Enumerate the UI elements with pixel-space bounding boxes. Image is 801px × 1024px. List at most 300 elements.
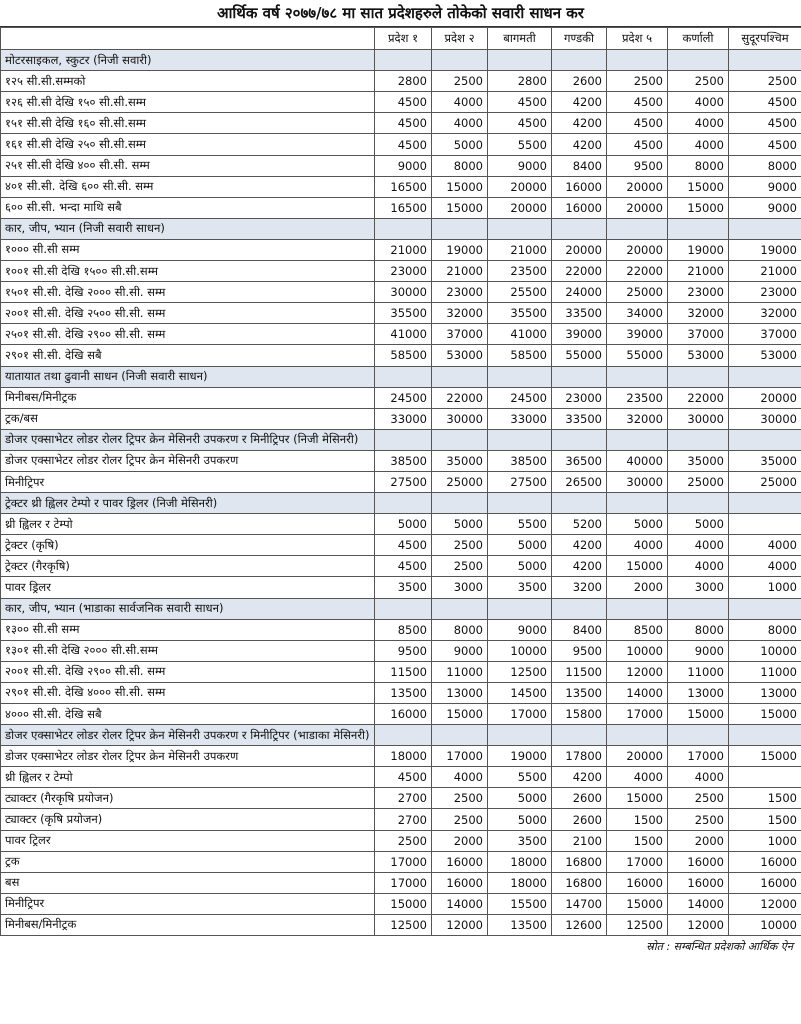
tax-value-cell: 11500 bbox=[552, 661, 607, 682]
tax-value-cell: 3500 bbox=[488, 830, 552, 851]
section-empty-cell bbox=[607, 493, 668, 514]
tax-value-cell: 12000 bbox=[729, 893, 801, 914]
row-label: ट्रक bbox=[1, 851, 375, 872]
tax-value-cell: 15000 bbox=[729, 746, 801, 767]
section-header-row bbox=[1, 598, 801, 619]
tax-value-cell: 25000 bbox=[668, 471, 729, 492]
tax-value-cell: 27500 bbox=[375, 471, 432, 492]
table-row bbox=[1, 809, 801, 830]
tax-value-cell: 9000 bbox=[488, 155, 552, 176]
tax-value-cell: 2500 bbox=[607, 71, 668, 92]
tax-value-cell: 15000 bbox=[607, 556, 668, 577]
tax-value-cell: 20000 bbox=[552, 239, 607, 260]
tax-value-cell: 23000 bbox=[729, 282, 801, 303]
section-empty-cell bbox=[552, 429, 607, 450]
tax-value-cell: 2000 bbox=[668, 830, 729, 851]
tax-value-cell: 35500 bbox=[375, 303, 432, 324]
tax-value-cell: 2100 bbox=[552, 830, 607, 851]
tax-value-cell: 1000 bbox=[729, 577, 801, 598]
tax-value-cell: 5000 bbox=[432, 514, 488, 535]
section-label: यातायात तथा ढुवानी साधन (निजी सवारी साधन) bbox=[1, 366, 375, 387]
tax-value-cell: 15000 bbox=[375, 893, 432, 914]
tax-value-cell: 35000 bbox=[432, 450, 488, 471]
tax-value-cell: 20000 bbox=[488, 176, 552, 197]
tax-value-cell: 38500 bbox=[488, 450, 552, 471]
tax-value-cell: 34000 bbox=[607, 303, 668, 324]
table-row bbox=[1, 851, 801, 872]
tax-value-cell: 8000 bbox=[729, 155, 801, 176]
table-row bbox=[1, 577, 801, 598]
section-empty-cell bbox=[488, 429, 552, 450]
tax-value-cell: 53000 bbox=[432, 345, 488, 366]
tax-value-cell: 25500 bbox=[488, 282, 552, 303]
tax-value-cell: 18000 bbox=[375, 746, 432, 767]
row-label: थ्री ह्विलर र टेम्पो bbox=[1, 767, 375, 788]
section-empty-cell bbox=[375, 493, 432, 514]
tax-value-cell: 2800 bbox=[375, 71, 432, 92]
tax-value-cell: 5000 bbox=[668, 514, 729, 535]
tax-value-cell: 12500 bbox=[488, 661, 552, 682]
row-label: १६१ सी.सी देखि २५० सी.सी.सम्म bbox=[1, 134, 375, 155]
section-empty-cell bbox=[607, 366, 668, 387]
tax-value-cell: 12000 bbox=[668, 914, 729, 935]
tax-value-cell: 2500 bbox=[432, 71, 488, 92]
tax-value-cell: 21000 bbox=[668, 261, 729, 282]
section-empty-cell bbox=[729, 429, 801, 450]
tax-value-cell: 19000 bbox=[488, 746, 552, 767]
section-empty-cell bbox=[607, 50, 668, 71]
tax-value-cell: 38500 bbox=[375, 450, 432, 471]
tax-value-cell: 37000 bbox=[432, 324, 488, 345]
table-row bbox=[1, 239, 801, 260]
section-label: डोजर एक्साभेटर लोडर रोलर ट्रिपर क्रेन मेसिनरी उपकरण र मिनीट्रिपर (भाडाका मेसिनरी) bbox=[1, 725, 375, 746]
tax-value-cell: 4200 bbox=[552, 556, 607, 577]
tax-value-cell: 4500 bbox=[375, 134, 432, 155]
section-empty-cell bbox=[375, 598, 432, 619]
section-empty-cell bbox=[552, 598, 607, 619]
tax-value-cell: 4000 bbox=[668, 113, 729, 134]
tax-value-cell: 10000 bbox=[488, 640, 552, 661]
row-label: २५१ सी.सी देखि ४०० सी.सी. सम्म bbox=[1, 155, 375, 176]
table-row bbox=[1, 155, 801, 176]
tax-value-cell bbox=[729, 514, 801, 535]
tax-value-cell: 16000 bbox=[668, 872, 729, 893]
tax-value-cell: 17000 bbox=[668, 746, 729, 767]
section-empty-cell bbox=[668, 366, 729, 387]
tax-value-cell: 30000 bbox=[729, 408, 801, 429]
tax-value-cell: 20000 bbox=[607, 197, 668, 218]
tax-value-cell: 17000 bbox=[607, 704, 668, 725]
tax-value-cell: 20000 bbox=[607, 239, 668, 260]
tax-value-cell: 32000 bbox=[432, 303, 488, 324]
tax-value-cell: 17800 bbox=[552, 746, 607, 767]
table-row bbox=[1, 324, 801, 345]
tax-value-cell: 4200 bbox=[552, 535, 607, 556]
section-header-row bbox=[1, 493, 801, 514]
row-label: २९०१ सी.सी. देखि सबै bbox=[1, 345, 375, 366]
tax-value-cell: 4500 bbox=[375, 92, 432, 113]
table-row bbox=[1, 830, 801, 851]
tax-value-cell: 2500 bbox=[729, 71, 801, 92]
tax-value-cell: 30000 bbox=[668, 408, 729, 429]
tax-value-cell: 11000 bbox=[668, 661, 729, 682]
source-note: स्रोत : सम्बन्धित प्रदेशको आर्थिक ऐन bbox=[646, 940, 793, 954]
tax-value-cell: 39000 bbox=[552, 324, 607, 345]
column-header: कर्णाली bbox=[668, 28, 729, 50]
tax-value-cell: 35000 bbox=[729, 450, 801, 471]
row-label: ट्याक्टर (गैरकृषि प्रयोजन) bbox=[1, 788, 375, 809]
tax-value-cell: 4500 bbox=[607, 134, 668, 155]
section-empty-cell bbox=[552, 725, 607, 746]
tax-value-cell: 19000 bbox=[668, 239, 729, 260]
section-empty-cell bbox=[668, 50, 729, 71]
tax-value-cell: 8000 bbox=[668, 155, 729, 176]
section-header-row bbox=[1, 429, 801, 450]
section-empty-cell bbox=[375, 50, 432, 71]
section-empty-cell bbox=[729, 50, 801, 71]
tax-value-cell: 2500 bbox=[668, 788, 729, 809]
section-empty-cell bbox=[607, 429, 668, 450]
table-row bbox=[1, 682, 801, 703]
tax-value-cell: 15000 bbox=[432, 197, 488, 218]
tax-value-cell: 2600 bbox=[552, 809, 607, 830]
section-empty-cell bbox=[607, 218, 668, 239]
tax-value-cell: 22000 bbox=[607, 261, 668, 282]
tax-value-cell: 41000 bbox=[375, 324, 432, 345]
tax-value-cell: 16800 bbox=[552, 851, 607, 872]
tax-value-cell: 8000 bbox=[432, 155, 488, 176]
tax-value-cell: 53000 bbox=[668, 345, 729, 366]
row-label: १५०१ सी.सी. देखि २००० सी.सी. सम्म bbox=[1, 282, 375, 303]
row-label: ६०० सी.सी. भन्दा माथि सबै bbox=[1, 197, 375, 218]
tax-value-cell: 35000 bbox=[668, 450, 729, 471]
tax-value-cell: 4200 bbox=[552, 113, 607, 134]
tax-value-cell: 30000 bbox=[607, 471, 668, 492]
vehicle-tax-table bbox=[0, 27, 801, 936]
tax-value-cell: 15000 bbox=[432, 176, 488, 197]
tax-value-cell: 2000 bbox=[607, 577, 668, 598]
tax-value-cell: 2500 bbox=[668, 809, 729, 830]
tax-value-cell: 12500 bbox=[375, 914, 432, 935]
row-label: ४०१ सी.सी. देखि ६०० सी.सी. सम्म bbox=[1, 176, 375, 197]
section-label: ट्रेक्टर थ्री ह्विलर टेम्पो र पावर ड्रिलर (निजी मेसिनरी) bbox=[1, 493, 375, 514]
section-empty-cell bbox=[729, 493, 801, 514]
table-row bbox=[1, 113, 801, 134]
tax-value-cell: 2500 bbox=[668, 71, 729, 92]
tax-value-cell: 19000 bbox=[729, 239, 801, 260]
row-label: १००० सी.सी सम्म bbox=[1, 239, 375, 260]
tax-value-cell: 4000 bbox=[668, 92, 729, 113]
tax-value-cell: 26500 bbox=[552, 471, 607, 492]
tax-value-cell: 23000 bbox=[668, 282, 729, 303]
tax-value-cell: 30000 bbox=[432, 408, 488, 429]
section-empty-cell bbox=[668, 493, 729, 514]
row-label: मिनीट्रिपर bbox=[1, 893, 375, 914]
section-empty-cell bbox=[729, 218, 801, 239]
tax-value-cell: 12500 bbox=[607, 914, 668, 935]
tax-value-cell: 5000 bbox=[488, 788, 552, 809]
tax-value-cell: 1000 bbox=[729, 830, 801, 851]
row-label: ट्रेक्टर (कृषि) bbox=[1, 535, 375, 556]
table-row bbox=[1, 176, 801, 197]
section-empty-cell bbox=[432, 218, 488, 239]
tax-value-cell: 2500 bbox=[432, 809, 488, 830]
tax-value-cell: 4200 bbox=[552, 134, 607, 155]
tax-value-cell: 10000 bbox=[607, 640, 668, 661]
section-empty-cell bbox=[607, 725, 668, 746]
table-row bbox=[1, 387, 801, 408]
section-empty-cell bbox=[552, 218, 607, 239]
tax-value-cell: 16500 bbox=[375, 197, 432, 218]
tax-value-cell: 16000 bbox=[607, 872, 668, 893]
tax-value-cell: 8000 bbox=[668, 619, 729, 640]
tax-value-cell: 2500 bbox=[432, 535, 488, 556]
row-label: १३०० सी.सी सम्म bbox=[1, 619, 375, 640]
tax-value-cell: 21000 bbox=[488, 239, 552, 260]
tax-value-cell: 12000 bbox=[432, 914, 488, 935]
tax-value-cell: 16000 bbox=[432, 851, 488, 872]
tax-value-cell: 16000 bbox=[552, 197, 607, 218]
tax-value-cell: 16000 bbox=[729, 872, 801, 893]
row-label: मिनीबस/मिनीट्रक bbox=[1, 914, 375, 935]
tax-value-cell: 36500 bbox=[552, 450, 607, 471]
tax-value-cell: 2700 bbox=[375, 809, 432, 830]
table-row bbox=[1, 282, 801, 303]
tax-value-cell: 55000 bbox=[607, 345, 668, 366]
section-empty-cell bbox=[488, 218, 552, 239]
section-empty-cell bbox=[552, 366, 607, 387]
tax-value-cell: 15000 bbox=[607, 893, 668, 914]
tax-value-cell: 4000 bbox=[668, 535, 729, 556]
tax-value-cell: 3200 bbox=[552, 577, 607, 598]
tax-value-cell: 3500 bbox=[488, 577, 552, 598]
row-label: २९०१ सी.सी. देखि ४००० सी.सी. सम्म bbox=[1, 682, 375, 703]
tax-value-cell: 4500 bbox=[375, 767, 432, 788]
tax-value-cell: 4500 bbox=[729, 134, 801, 155]
section-empty-cell bbox=[375, 218, 432, 239]
tax-value-cell: 4000 bbox=[607, 535, 668, 556]
tax-value-cell: 5000 bbox=[607, 514, 668, 535]
tax-value-cell: 25000 bbox=[729, 471, 801, 492]
tax-value-cell: 10000 bbox=[729, 914, 801, 935]
tax-value-cell: 4500 bbox=[488, 92, 552, 113]
tax-value-cell: 16800 bbox=[552, 872, 607, 893]
tax-value-cell: 15000 bbox=[668, 176, 729, 197]
tax-value-cell: 16000 bbox=[729, 851, 801, 872]
tax-value-cell: 9000 bbox=[729, 176, 801, 197]
table-row bbox=[1, 197, 801, 218]
section-empty-cell bbox=[432, 598, 488, 619]
tax-value-cell: 8400 bbox=[552, 155, 607, 176]
table-row bbox=[1, 893, 801, 914]
tax-value-cell: 14700 bbox=[552, 893, 607, 914]
tax-value-cell: 4000 bbox=[668, 556, 729, 577]
tax-value-cell: 21000 bbox=[432, 261, 488, 282]
tax-value-cell: 9500 bbox=[607, 155, 668, 176]
tax-value-cell: 4000 bbox=[432, 113, 488, 134]
row-label: १५१ सी.सी देखि १६० सी.सी.सम्म bbox=[1, 113, 375, 134]
tax-value-cell: 33000 bbox=[375, 408, 432, 429]
table-row bbox=[1, 661, 801, 682]
tax-value-cell: 4500 bbox=[488, 113, 552, 134]
tax-value-cell: 13500 bbox=[375, 682, 432, 703]
row-label: १२६ सी.सी देखि १५० सी.सी.सम्म bbox=[1, 92, 375, 113]
row-label: मिनीबस/मिनीट्रक bbox=[1, 387, 375, 408]
tax-value-cell: 5500 bbox=[488, 514, 552, 535]
table-row bbox=[1, 450, 801, 471]
tax-value-cell: 9500 bbox=[375, 640, 432, 661]
table-row bbox=[1, 345, 801, 366]
tax-value-cell: 8000 bbox=[729, 619, 801, 640]
tax-value-cell: 4200 bbox=[552, 92, 607, 113]
section-empty-cell bbox=[668, 598, 729, 619]
row-label: ट्रेक्टर (गैरकृषि) bbox=[1, 556, 375, 577]
column-header: बागमती bbox=[488, 28, 552, 50]
tax-value-cell: 55000 bbox=[552, 345, 607, 366]
tax-value-cell: 13000 bbox=[729, 682, 801, 703]
tax-value-cell: 21000 bbox=[729, 261, 801, 282]
tax-value-cell: 23000 bbox=[432, 282, 488, 303]
tax-value-cell: 4000 bbox=[432, 767, 488, 788]
tax-value-cell: 58500 bbox=[375, 345, 432, 366]
tax-value-cell: 11000 bbox=[729, 661, 801, 682]
tax-value-cell: 14500 bbox=[488, 682, 552, 703]
tax-value-cell: 15000 bbox=[729, 704, 801, 725]
tax-value-cell: 14000 bbox=[668, 893, 729, 914]
tax-value-cell: 22000 bbox=[668, 387, 729, 408]
table-title: आर्थिक वर्ष २०७७/७८ मा सात प्रदेशहरुले तोकेको सवारी साधन कर bbox=[0, 0, 801, 27]
section-empty-cell bbox=[375, 725, 432, 746]
tax-value-cell: 3000 bbox=[432, 577, 488, 598]
tax-value-cell: 8400 bbox=[552, 619, 607, 640]
section-empty-cell bbox=[607, 598, 668, 619]
tax-value-cell: 37000 bbox=[729, 324, 801, 345]
tax-value-cell: 24000 bbox=[552, 282, 607, 303]
section-empty-cell bbox=[552, 493, 607, 514]
tax-value-cell: 20000 bbox=[607, 176, 668, 197]
tax-value-cell: 11000 bbox=[432, 661, 488, 682]
section-empty-cell bbox=[432, 725, 488, 746]
section-label: कार, जीप, भ्यान (निजी सवारी साधन) bbox=[1, 218, 375, 239]
tax-value-cell: 4000 bbox=[668, 134, 729, 155]
tax-value-cell: 8500 bbox=[607, 619, 668, 640]
tax-value-cell: 4000 bbox=[668, 767, 729, 788]
section-empty-cell bbox=[432, 493, 488, 514]
column-header: सुदूरपश्चिम bbox=[729, 28, 801, 50]
column-header: गण्डकी bbox=[552, 28, 607, 50]
tax-value-cell bbox=[729, 767, 801, 788]
table-row bbox=[1, 914, 801, 935]
tax-value-cell: 23500 bbox=[607, 387, 668, 408]
tax-value-cell: 16000 bbox=[668, 851, 729, 872]
tax-value-cell: 5000 bbox=[432, 134, 488, 155]
tax-value-cell: 23000 bbox=[375, 261, 432, 282]
tax-value-cell: 20000 bbox=[488, 197, 552, 218]
tax-value-cell: 53000 bbox=[729, 345, 801, 366]
table-row bbox=[1, 704, 801, 725]
tax-value-cell: 16000 bbox=[432, 872, 488, 893]
tax-value-cell: 9500 bbox=[552, 640, 607, 661]
tax-value-cell: 9000 bbox=[729, 197, 801, 218]
header-corner bbox=[1, 28, 375, 50]
tax-value-cell: 33000 bbox=[488, 408, 552, 429]
tax-value-cell: 14000 bbox=[607, 682, 668, 703]
tax-value-cell: 9000 bbox=[432, 640, 488, 661]
tax-value-cell: 1500 bbox=[607, 830, 668, 851]
section-empty-cell bbox=[488, 366, 552, 387]
tax-value-cell: 2500 bbox=[375, 830, 432, 851]
tax-value-cell: 22000 bbox=[552, 261, 607, 282]
section-empty-cell bbox=[432, 429, 488, 450]
tax-value-cell: 13000 bbox=[432, 682, 488, 703]
tax-value-cell: 14000 bbox=[432, 893, 488, 914]
table-row bbox=[1, 767, 801, 788]
tax-value-cell: 17000 bbox=[607, 851, 668, 872]
tax-value-cell: 15000 bbox=[607, 788, 668, 809]
tax-value-cell: 23000 bbox=[552, 387, 607, 408]
tax-value-cell: 8000 bbox=[432, 619, 488, 640]
section-empty-cell bbox=[729, 725, 801, 746]
tax-value-cell: 4500 bbox=[375, 535, 432, 556]
section-label: डोजर एक्साभेटर लोडर रोलर ट्रिपर क्रेन मेसिनरी उपकरण र मिनीट्रिपर (निजी मेसिनरी) bbox=[1, 429, 375, 450]
tax-value-cell: 16000 bbox=[552, 176, 607, 197]
tax-value-cell: 19000 bbox=[432, 239, 488, 260]
tax-value-cell: 13500 bbox=[488, 914, 552, 935]
tax-value-cell: 17000 bbox=[375, 851, 432, 872]
table-row bbox=[1, 872, 801, 893]
tax-value-cell: 9000 bbox=[375, 155, 432, 176]
section-empty-cell bbox=[432, 50, 488, 71]
tax-value-cell: 37000 bbox=[668, 324, 729, 345]
tax-value-cell: 9000 bbox=[488, 619, 552, 640]
tax-value-cell: 27500 bbox=[488, 471, 552, 492]
column-header: प्रदेश २ bbox=[432, 28, 488, 50]
tax-value-cell: 4500 bbox=[375, 556, 432, 577]
tax-value-cell: 4000 bbox=[607, 767, 668, 788]
tax-value-cell: 4200 bbox=[552, 767, 607, 788]
tax-value-cell: 5000 bbox=[488, 556, 552, 577]
row-label: डोजर एक्साभेटर लोडर रोलर ट्रिपर क्रेन मेसिनरी उपकरण bbox=[1, 746, 375, 767]
section-header-row bbox=[1, 218, 801, 239]
tax-value-cell: 21000 bbox=[375, 239, 432, 260]
row-label: पावर ड्रिलर bbox=[1, 577, 375, 598]
table-row bbox=[1, 303, 801, 324]
tax-value-cell: 40000 bbox=[607, 450, 668, 471]
table-row bbox=[1, 619, 801, 640]
tax-value-cell: 4000 bbox=[729, 556, 801, 577]
section-empty-cell bbox=[375, 366, 432, 387]
tax-value-cell: 16500 bbox=[375, 176, 432, 197]
tax-value-cell: 5000 bbox=[488, 535, 552, 556]
section-empty-cell bbox=[668, 725, 729, 746]
tax-value-cell: 12600 bbox=[552, 914, 607, 935]
section-empty-cell bbox=[488, 598, 552, 619]
tax-value-cell: 18000 bbox=[488, 872, 552, 893]
tax-value-cell: 2600 bbox=[552, 788, 607, 809]
row-label: डोजर एक्साभेटर लोडर रोलर ट्रिपर क्रेन मेसिनरी उपकरण bbox=[1, 450, 375, 471]
section-label: मोटरसाइकल, स्कुटर (निजी सवारी) bbox=[1, 50, 375, 71]
tax-value-cell: 24500 bbox=[375, 387, 432, 408]
tax-value-cell: 2600 bbox=[552, 71, 607, 92]
column-header: प्रदेश ५ bbox=[607, 28, 668, 50]
row-label: २५०१ सी.सी. देखि २९०० सी.सी. सम्म bbox=[1, 324, 375, 345]
section-empty-cell bbox=[432, 366, 488, 387]
row-label: ट्याक्टर (कृषि प्रयोजन) bbox=[1, 809, 375, 830]
tax-value-cell: 5000 bbox=[488, 809, 552, 830]
section-empty-cell bbox=[488, 725, 552, 746]
tax-value-cell: 2500 bbox=[432, 788, 488, 809]
section-empty-cell bbox=[375, 429, 432, 450]
